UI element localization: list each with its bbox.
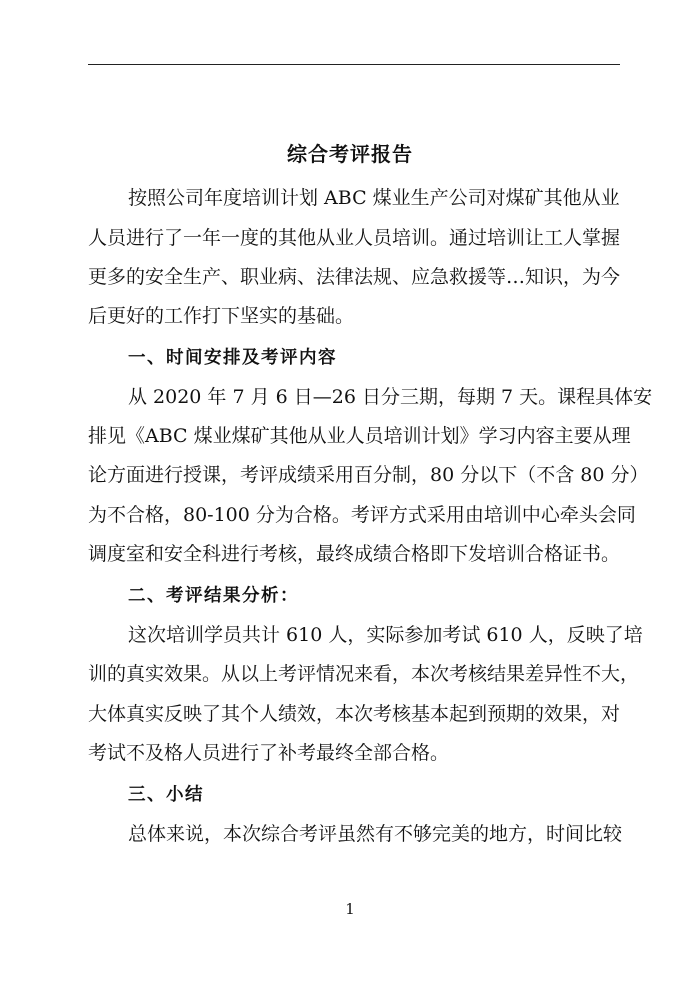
paragraph-line: 人员进行了一年一度的其他从业人员培训。通过培训让工人掌握 [88,227,621,249]
paragraph-line: 总体来说，本次综合考评虽然有不够完美的地方，时间比较 [128,823,623,845]
page-number: 1 [345,900,355,918]
paragraph-line: 论方面进行授课，考评成绩采用百分制，80 分以下（不含 80 分） [88,464,649,486]
paragraph-line: 后更好的工作打下坚实的基础。 [88,305,355,327]
paragraph-line: 更多的安全生产、职业病、法律法规、应急救援等…知识，为今 [88,266,621,288]
section-heading: 一、时间安排及考评内容 [128,348,337,368]
paragraph-line: 训的真实效果。从以上考评情况来看，本次考核结果差异性不大， [88,663,640,685]
paragraph-line: 考试不及格人员进行了补考最终全部合格。 [88,742,450,764]
header-rule [88,64,620,65]
paragraph-line: 排见《ABC 煤业煤矿其他从业人员培训计划》学习内容主要从理 [88,425,631,447]
paragraph-line: 按照公司年度培训计划 ABC 煤业生产公司对煤矿其他从业 [128,187,620,209]
paragraph-line: 大体真实反映了其个人绩效，本次考核基本起到预期的效果，对 [88,703,621,725]
paragraph-line: 这次培训学员共计 610 人，实际参加考试 610 人，反映了培 [128,624,643,646]
paragraph-line: 调度室和安全科进行考核，最终成绩合格即下发培训合格证书。 [88,543,621,565]
section-heading: 三、小结 [128,785,204,805]
paragraph-line: 为不合格，80-100 分为合格。考评方式采用由培训中心牵头会同 [88,504,636,526]
document-title: 综合考评报告 [287,142,413,166]
paragraph-line: 从 2020 年 7 月 6 日—26 日分三期，每期 7 天。课程具体安 [128,386,653,408]
section-heading: 二、考评结果分析： [128,586,299,606]
